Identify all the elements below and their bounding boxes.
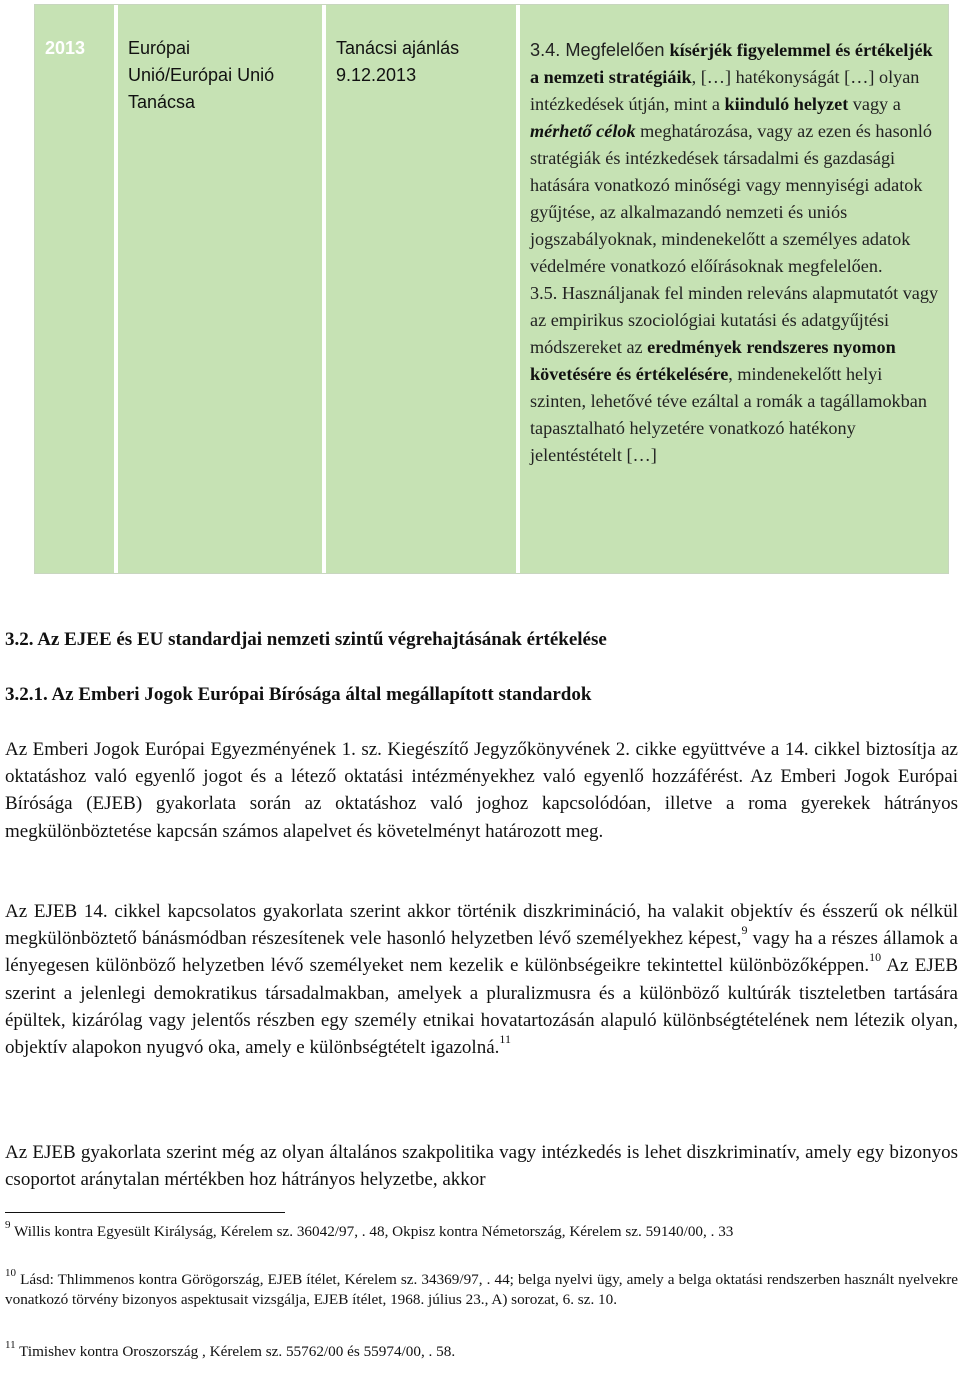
text-run: 3.5. Használjanak fel minden releváns alapmutatót vagy az empirikus szociológiai kutatási és adatgyűjtési módszereket az (530, 283, 939, 357)
content-cell (520, 29, 948, 573)
text-run: 3.4. Megfelelően (530, 40, 670, 60)
text-run: meghatározása, vagy az ezen és hasonló stratégiák és intézkedések társadalmi és gazdasági hatására vonatkozó minőségi vagy mennyiségi adatok gyűjtése, az alkalmazandó nemzeti és uniós jogszabályoknak, mindenekelőtt a személyes adatok védelmére vonatkozó előírásoknak megfelelően. (530, 121, 932, 276)
body-line: Európai (128, 38, 191, 58)
point-3-5 (530, 280, 942, 469)
footnote-text: Lásd: Thlimmenos kontra Görögország, EJEB ítélet, Kérelem sz. 34369/97, . 44; belga nyelvi ügy, amely a belga oktatási rendszerben használt nyelvekre vonatkozó törvény bizonyos aspektusait vizsgálja, EJEB ítélet, 1968. július 23., A) sorozat, 6. sz. 10. (5, 1271, 958, 1308)
document-date: 9.12.2013 (336, 65, 417, 85)
text-run: , mindenekelőtt helyi szinten, lehetővé téve ezáltal a romák a tagállamokban tapasztalható helyzetére vonatkozó hatékony jelentéstételt […] (530, 364, 927, 465)
body-cell (118, 29, 326, 573)
document-cell (326, 29, 520, 573)
footnote-text: Timishev kontra Oroszország , Kérelem sz. 55762/00 és 55974/00, . 58. (15, 1343, 456, 1360)
text-run: , […] hatékonyságát […] olyan intézkedések útján, mint a (530, 67, 920, 114)
body-line: Unió/Európai Unió (128, 65, 275, 85)
paragraph-3: Az EJEB gyakorlata szerint még az olyan általános szakpolitika vagy intézkedés is lehet diszkriminatív, amely egy bizonyos csoportot aránytalan mértékben hoz hátrányos helyzetbe, akkor (5, 1142, 958, 1191)
footnote-number: 10 (5, 1266, 16, 1279)
subsection-heading: 3.2.1. Az Emberi Jogok Európai Bírósága által megállapított standardok (5, 684, 592, 705)
footnote-ref[interactable]: 11 (499, 1031, 511, 1046)
footnote-9 (5, 1218, 958, 1242)
footnote-divider (5, 1212, 285, 1213)
body-line: Tanácsa (128, 92, 196, 112)
footnote-10 (5, 1266, 958, 1310)
bold-italic-run: mérhető célok (530, 121, 636, 141)
text-run: Az EJEB 14. cikkel kapcsolatos gyakorlata szerint akkor történik diszkrimináció, ha valakit objektív és ésszerű ok nélkül megkülönböztető bánásmódban részesítenek vele hasonló helyzetben lévő személyekhez képest, (5, 901, 958, 950)
bold-run: kísérjék figyelemmel és értékeljék a nemzeti stratégiáik (530, 40, 933, 87)
text-run: vagy a (848, 94, 901, 114)
footnote-number: 11 (5, 1338, 16, 1351)
section-heading: 3.2. Az EJEE és EU standardjai nemzeti szintű végrehajtásának értékelése (5, 629, 607, 650)
text-run: Az EJEB szerint a jelenlegi demokratikus társadalmakban, amelyek a pluralizmusra és a különböző kultúrák tiszteletben tartására épültek, kizárólag vagy jelentős részben egy személy etnikai hovatartozásán alapuló különbségtételének nem létezik olyan, objektív alapokon nyugvó oka, amely e különbségtételt igazolná. (5, 955, 958, 1059)
table-header-row (35, 5, 948, 29)
footnote-number: 9 (5, 1218, 11, 1231)
table-row (35, 29, 948, 573)
document-type: Tanácsi ajánlás (336, 38, 460, 58)
point-3-4 (530, 37, 942, 280)
paragraph-2 (5, 898, 958, 1061)
bold-run: kiinduló helyzet (724, 94, 849, 114)
paragraph-1: Az Emberi Jogok Európai Egyezményének 1. sz. Kiegészítő Jegyzőkönyvének 2. cikke együttvéve a 14. cikkel biztosítja az oktatáshoz való egyenlő jogot és a létező oktatási intézményekhez való egyenlő hozzáférést. Az Emberi Jogok Európai Bírósága (EJEB) gyakorlata során az oktatáshoz való joghoz kapcsolódóan, illetve a roma gyerekek hátrányos megkülönböztetése kapcsán számos alapelvet és követelményt határozott meg. (5, 739, 958, 842)
footnote-ref[interactable]: 10 (869, 950, 882, 965)
footnote-ref[interactable]: 9 (741, 922, 748, 937)
year-cell (35, 29, 118, 573)
footnote-text: Willis kontra Egyesült Királyság, Kérelem sz. 36042/97, . 48, Okpisz kontra Németország, Kérelem sz. 59140/00, . 33 (10, 1223, 734, 1240)
recommendations-table (34, 4, 949, 574)
bold-run: eredmények rendszeres nyomon követésére és értékelésére (530, 337, 896, 384)
year-text: 2013 (45, 38, 86, 58)
text-run: vagy ha a részes államok a lényegesen különböző helyzetben lévő személyeket nem kezelik e különbségeikre tekintettel különbözőképpen. (5, 928, 958, 977)
footnote-11 (5, 1338, 958, 1362)
